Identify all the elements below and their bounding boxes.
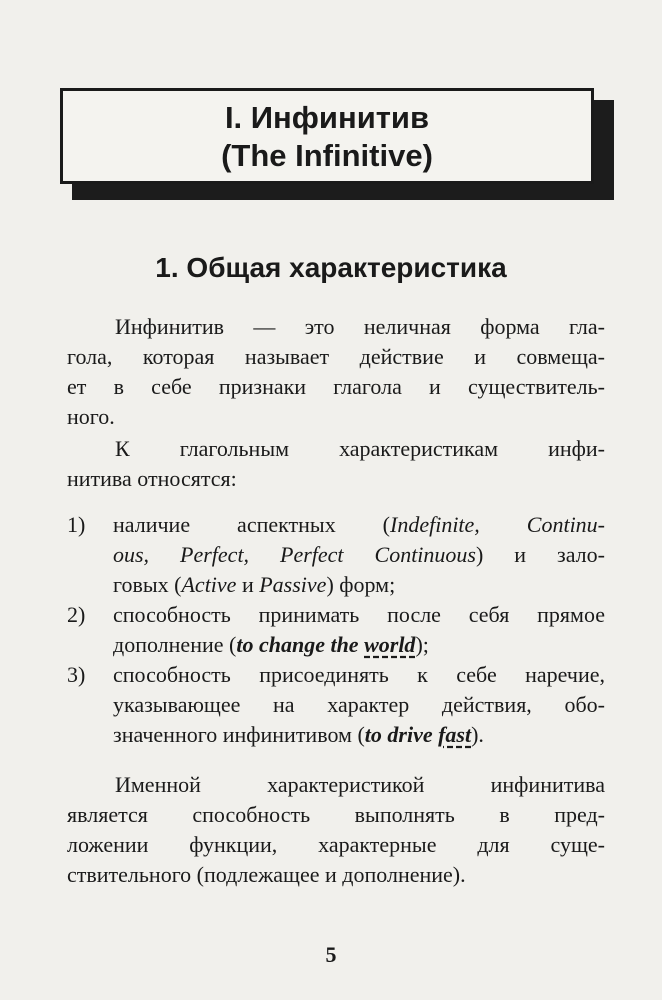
list-item <box>67 660 605 750</box>
text-line: гола, которая называет действие и совмеща- <box>67 344 605 369</box>
list-item <box>67 600 605 660</box>
text-line: ет в себе признаки глагола и существитель- <box>67 374 605 399</box>
list-number: 1) <box>67 512 86 537</box>
characteristics-list <box>67 510 605 750</box>
paragraph-definition <box>67 312 605 432</box>
text-line: указывающее на характер действия, обо- <box>113 692 605 717</box>
text-line: способность присоединять к себе наречие, <box>113 662 605 687</box>
paragraph-nominal-characteristics <box>67 770 605 890</box>
list-item <box>67 510 605 600</box>
section-heading: 1. Общая характеристика <box>155 252 507 283</box>
text-line: является способность выполнять в пред- <box>67 802 605 827</box>
chapter-title-box <box>60 88 594 184</box>
list-number: 2) <box>67 602 86 627</box>
text-line: говых (Active и Passive) форм; <box>113 572 396 597</box>
text-line: Именной характеристикой инфинитива <box>115 772 605 797</box>
text-line: значенного инфинитивом (to drive fast). <box>113 722 484 747</box>
text-line: Инфинитив — это неличная форма гла- <box>115 314 605 339</box>
page-number: 5 <box>325 942 337 967</box>
chapter-title: I. Инфинитив <box>224 100 430 135</box>
text-line: К глагольным характеристикам инфи- <box>115 436 605 461</box>
text-line: наличие аспектных (Indefinite, Continu- <box>113 512 606 537</box>
text-line: ствительного (подлежащее и дополнение). <box>67 862 466 887</box>
text-line: способность принимать после себя прямое <box>113 602 605 627</box>
paragraph-verbal-characteristics <box>67 434 605 494</box>
text-line: нитива относятся: <box>67 466 237 491</box>
text-line: ного. <box>67 404 115 429</box>
text-line: дополнение (to change the world); <box>113 632 429 657</box>
list-number: 3) <box>67 662 86 687</box>
text-line: ous, Perfect, Perfect Continuous) и зало- <box>113 542 605 567</box>
text-line: ложении функции, характерные для суще- <box>67 832 605 857</box>
chapter-subtitle: (The Infinitive) <box>221 138 433 173</box>
